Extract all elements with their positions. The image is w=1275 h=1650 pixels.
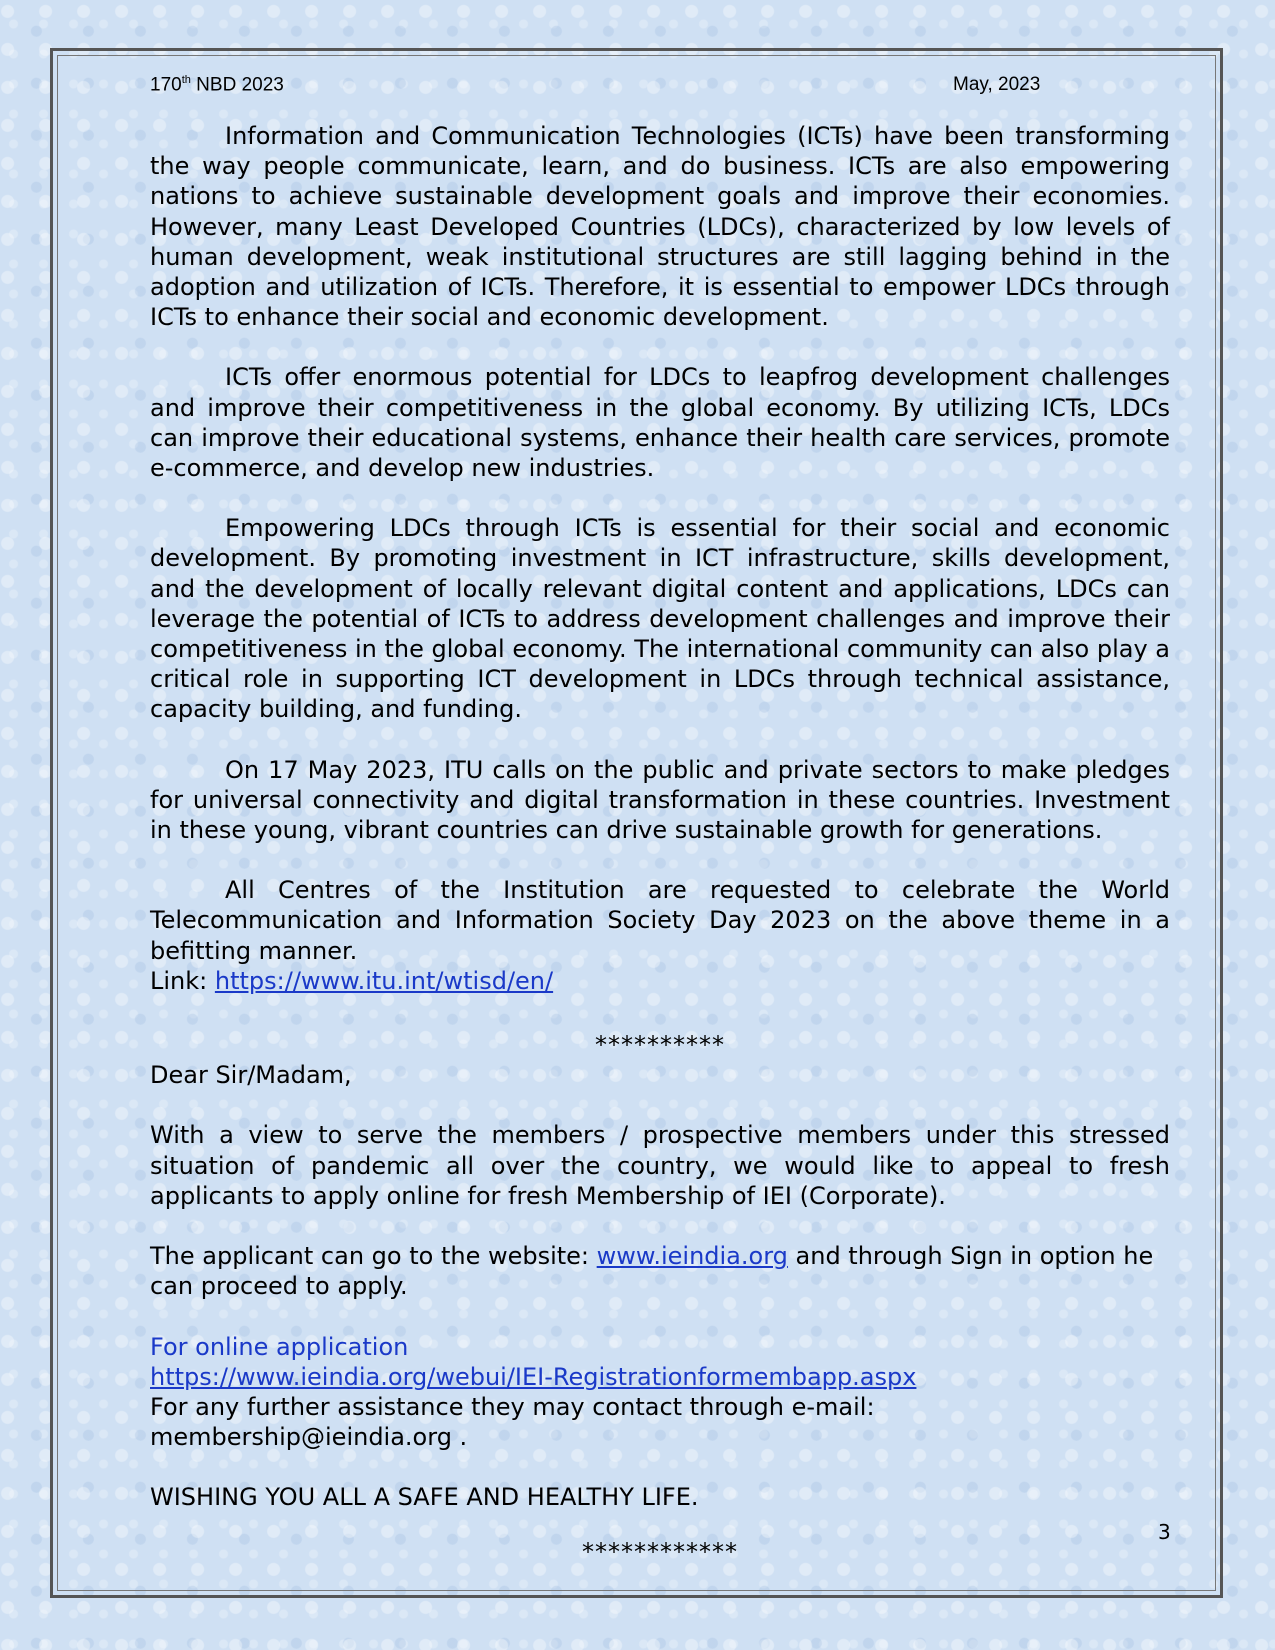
separator-stars: ********** <box>595 1031 725 1060</box>
paragraph-website <box>150 1241 1170 1301</box>
spacer <box>150 1452 1170 1482</box>
header-date: May, 2023 <box>953 74 1041 95</box>
paragraph-membership-appeal: With a view to serve the members / prospective members under this stressed situation of pandemic all over the country, we would like to appeal to fresh applicants to apply online for fresh Membership of IEI (Corporate). <box>150 1121 1170 1210</box>
itu-link[interactable]: https://www.itu.int/wtisd/en/ <box>214 966 554 995</box>
separator-stars-end: ************ <box>582 1537 738 1566</box>
website-text-after: and through Sign in option he can proceed to apply. <box>150 1242 1154 1301</box>
registration-link[interactable]: https://www.ieindia.org/webui/IEI-Registrationformembapp.aspx <box>150 1362 917 1391</box>
spacer <box>150 1302 1170 1332</box>
header-issue <box>150 74 284 96</box>
header-issue-suffix: th <box>181 74 191 86</box>
online-application-label: For online application <box>150 1332 409 1361</box>
header-issue-number: 170 <box>150 74 182 96</box>
paragraph-empowering-ldcs: Empowering LDCs through ICTs is essential for their social and economic development. By promoting investment in ICT infrastructure, skills development, and the development of locally relevant digital content and applications, LDCs can leverage the potential of ICTs to address development challenges and improve their competitiveness in the global economy. The international community can also play a critical role in supporting ICT development in LDCs through technical assistance, capacity building, and funding. <box>150 514 1171 724</box>
website-text-before: The applicant can go to the website: <box>150 1242 597 1271</box>
page-header <box>150 74 1050 98</box>
document-body <box>150 121 1170 1567</box>
paragraph-icts-intro: Information and Communication Technologies (ICTs) have been transforming the way people communicate, learn, and do business. ICTs are also empowering nations to achieve sustainable development goals and improve their economies. However, many Least Developed Countries (LDCs), characterized by low levels of human development, weak institutional structures are still lagging behind in the adoption and utilization of ICTs. Therefore, it is essential to empower LDCs through ICTs to enhance their social and economic development. <box>150 122 1170 332</box>
paragraph-icts-potential: ICTs offer enormous potential for LDCs to leapfrog development challenges and improve their competitiveness in the global economy. By utilizing ICTs, LDCs can improve their educational systems, enhance their health care services, promote e-commerce, and develop new industries. <box>150 363 1170 483</box>
salutation: Dear Sir/Madam, <box>150 1061 352 1090</box>
link-label: Link: <box>150 966 215 995</box>
link-line <box>150 966 1170 996</box>
spacer <box>150 1090 1170 1120</box>
spacer <box>150 1513 1170 1537</box>
ieindia-link[interactable]: www.ieindia.org <box>596 1242 788 1271</box>
online-application-line <box>150 1362 1170 1392</box>
spacer <box>150 1211 1170 1241</box>
header-issue-text: NBD 2023 <box>190 74 284 96</box>
assistance-line: For any further assistance they may contact through e-mail: membership@ieindia.org . <box>150 1392 875 1452</box>
spacer <box>150 996 1170 1030</box>
paragraph-itu-call: On 17 May 2023, ITU calls on the public and private sectors to make pledges for universal connectivity and digital transformation in these countries. Investment in these young, vibrant countries can drive sustainable growth for generations. <box>150 755 1170 845</box>
paragraph-centres-request: All Centres of the Institution are requested to celebrate the World Telecommunication and Information Society Day 2023 on the above theme in a befitting manner. <box>150 876 1170 965</box>
page-number: 3 <box>1158 1520 1171 1544</box>
closing-wish: WISHING YOU ALL A SAFE AND HEALTHY LIFE. <box>150 1483 699 1512</box>
